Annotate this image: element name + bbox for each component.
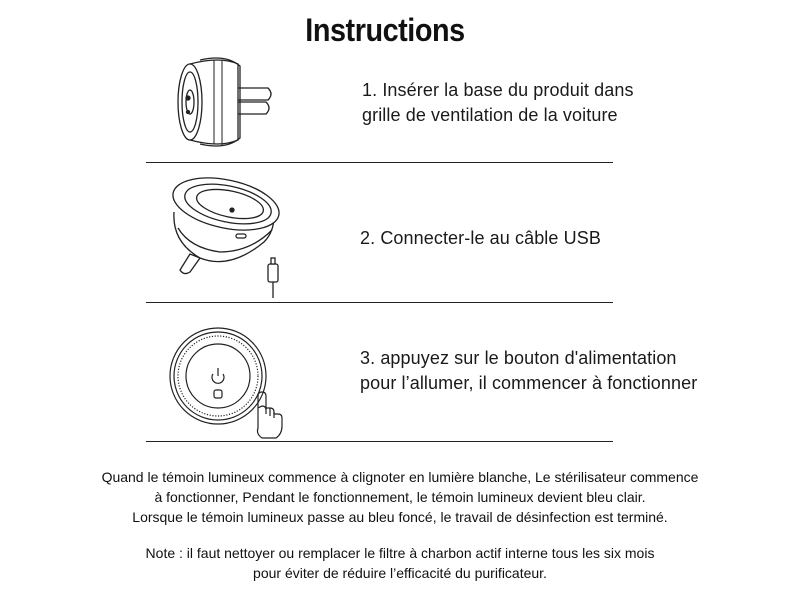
step-1-line-1: 1. Insérer la base du produit dans: [362, 80, 634, 100]
info-line-2: à fonctionner, Pendant le fonctionnement, le témoin lumineux devient bleu clair.: [154, 489, 646, 505]
info-line-1: Quand le témoin lumineux commence à clignoter en lumière blanche, Le stérilisateur commence: [101, 469, 699, 485]
step-1-text: [362, 78, 634, 128]
page-title: Instructions: [305, 12, 465, 48]
device-usb-illustration: [160, 172, 290, 302]
indicator-info-paragraph: [0, 467, 800, 527]
info-line-3: Lorsque le témoin lumineux passe au bleu foncé, le travail de désinfection est terminé.: [132, 509, 668, 525]
step-3-text: [360, 346, 697, 396]
device-top-view-illustration: [166, 324, 286, 444]
step-3-line-1: 3. appuyez sur le bouton d'alimentation: [360, 348, 677, 368]
divider: [146, 302, 613, 303]
step-2-line-1: 2. Connecter-le au câble USB: [360, 228, 601, 248]
step-1-line-2: grille de ventilation de la voiture: [362, 105, 618, 125]
divider: [146, 162, 613, 163]
note-line-2: pour éviter de réduire l’efficacité du purificateur.: [253, 565, 547, 581]
note-line-1: Note : il faut nettoyer ou remplacer le filtre à charbon actif interne tous les six mois: [145, 545, 655, 561]
device-side-view-illustration: [170, 52, 280, 152]
filter-note-paragraph: [0, 543, 800, 583]
step-2-text: [360, 226, 601, 251]
step-3-line-2: pour l’allumer, il commencer à fonctionner: [360, 373, 698, 393]
divider: [146, 441, 613, 442]
